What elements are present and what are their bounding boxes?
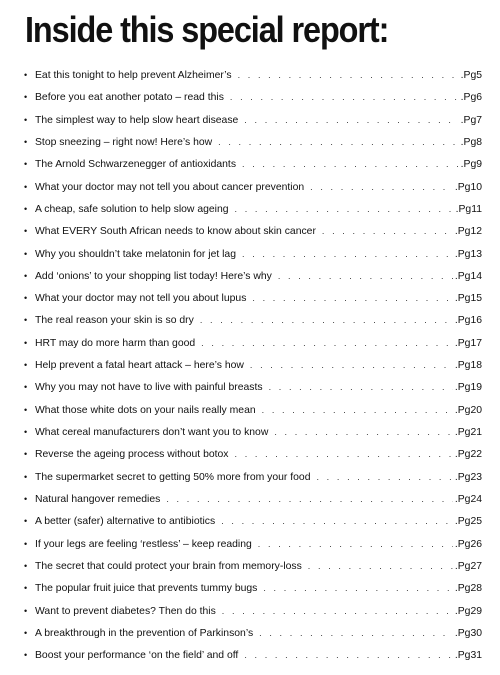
toc-item-title: What those white dots on your nails really mean (35, 404, 256, 416)
bullet-icon: • (24, 70, 28, 80)
toc-item (24, 86, 482, 108)
toc-item (24, 131, 482, 153)
dot-leader (230, 86, 459, 108)
toc-item-title: HRT may do more harm than good (35, 337, 196, 349)
toc-item-page-number: .Pg13 (454, 248, 482, 260)
toc-item-page-number: .Pg15 (454, 293, 482, 305)
toc-item-title: Boost your performance ‘on the field’ and off (35, 650, 239, 662)
toc-item (24, 510, 482, 532)
toc-item (24, 376, 482, 398)
toc-item-title: Before you eat another potato – read this (35, 92, 224, 104)
toc-item-page-number: .Pg5 (460, 70, 482, 81)
toc-item-title: The real reason your skin is so dry (35, 315, 194, 327)
toc-item-page-number: .Pg26 (454, 538, 482, 550)
bullet-icon: • (24, 404, 28, 415)
dot-leader (244, 109, 458, 131)
dot-leader (221, 510, 453, 532)
dot-leader (235, 443, 453, 465)
toc-item-title: If your legs are feeling ‘restless’ – keep reading (35, 538, 252, 550)
toc-item-page-number: .Pg23 (454, 471, 482, 483)
toc-item (24, 220, 482, 242)
bullet-icon: • (24, 427, 28, 437)
dot-leader (244, 644, 453, 666)
dot-leader (258, 533, 453, 555)
dot-leader (322, 220, 453, 242)
dot-leader (235, 198, 454, 220)
toc-item-page-number: .Pg9 (460, 159, 482, 171)
toc-item-title: What cereal manufacturers don’t want you to know (35, 427, 269, 438)
toc-item-title: A better (safer) alternative to antibiotics (35, 516, 216, 528)
toc-item-title: The Arnold Schwarzenegger of antioxidants (35, 159, 237, 171)
toc-item-title: Why you may not have to live with painful breasts (35, 382, 263, 394)
toc-item-title: A breakthrough in the prevention of Parkinson’s (35, 627, 254, 639)
toc-item (24, 421, 482, 443)
bullet-icon: • (24, 248, 28, 259)
bullet-icon: • (24, 315, 28, 326)
bullet-icon: • (24, 382, 28, 393)
toc-item (24, 622, 482, 644)
toc-item-title: Want to prevent diabetes? Then do this (35, 605, 216, 617)
toc-item-title: The supermarket secret to getting 50% more from your food (35, 471, 311, 483)
toc-item (24, 153, 482, 175)
toc-item-page-number: .Pg6 (460, 92, 482, 104)
bullet-icon: • (24, 605, 28, 616)
toc-item-title: Eat this tonight to help prevent Alzheimer’s (35, 70, 232, 81)
bullet-icon: • (24, 181, 28, 192)
toc-item-page-number: .Pg29 (454, 605, 482, 617)
toc-item-page-number: .Pg12 (454, 226, 482, 238)
dot-leader (166, 488, 453, 510)
toc-item-title: What your doctor may not tell you about cancer prevention (35, 181, 305, 193)
toc-item (24, 443, 482, 465)
bullet-icon: • (24, 449, 28, 460)
toc-item-title: What your doctor may not tell you about lupus (35, 293, 247, 305)
bullet-icon: • (24, 538, 28, 549)
toc-item (24, 243, 482, 265)
toc-item-title: A cheap, safe solution to help slow ageing (35, 203, 229, 215)
toc-item-title: Reverse the ageing process without botox (35, 449, 229, 461)
toc-item (24, 555, 482, 577)
toc-item (24, 577, 482, 599)
toc-item-title: The secret that could protect your brain from memory-loss (35, 560, 302, 572)
dot-leader (308, 555, 453, 577)
bullet-icon: • (24, 560, 28, 571)
toc-item-page-number: .Pg11 (455, 203, 482, 215)
bullet-icon: • (24, 293, 28, 304)
dot-leader (278, 265, 453, 287)
bullet-icon: • (24, 270, 28, 281)
toc-item (24, 466, 482, 488)
toc-item-page-number: .Pg10 (454, 181, 482, 193)
toc-item-page-number: .Pg22 (454, 449, 482, 461)
toc-item-title: Stop sneezing – right now! Here’s how (35, 136, 213, 148)
toc-item (24, 109, 482, 131)
bullet-icon: • (24, 627, 28, 638)
toc-item (24, 533, 482, 555)
toc-item-page-number: .Pg7 (460, 114, 482, 126)
dot-leader (222, 600, 453, 622)
toc-item (24, 265, 482, 287)
toc-item-page-number: .Pg8 (460, 136, 482, 148)
bullet-icon: • (24, 226, 28, 237)
bullet-icon: • (24, 650, 28, 661)
toc-item-page-number: .Pg14 (454, 270, 482, 282)
toc-item-page-number: .Pg30 (454, 627, 482, 639)
dot-leader (263, 577, 452, 599)
dot-leader (242, 243, 453, 265)
toc-item (24, 309, 482, 331)
dot-leader (274, 421, 453, 443)
bullet-icon: • (24, 493, 28, 504)
toc-item (24, 287, 482, 309)
toc-item-title: Help prevent a fatal heart attack – here’s how (35, 360, 244, 372)
bullet-icon: • (24, 136, 28, 147)
toc-item (24, 354, 482, 376)
toc-item-title: The popular fruit juice that prevents tummy bugs (35, 583, 258, 595)
toc-item-page-number: .Pg27 (454, 560, 482, 572)
toc-item-page-number: .Pg18 (454, 360, 482, 372)
dot-leader (252, 287, 452, 309)
dot-leader (259, 622, 453, 644)
bullet-icon: • (24, 583, 28, 594)
toc-item-page-number: .Pg16 (454, 315, 482, 327)
dot-leader (262, 399, 453, 421)
toc-item-page-number: .Pg17 (454, 337, 482, 349)
bullet-icon: • (24, 114, 28, 125)
dot-leader (201, 332, 453, 354)
toc-item (24, 176, 482, 198)
bullet-icon: • (24, 471, 28, 482)
bullet-icon: • (24, 203, 28, 214)
toc-item (24, 198, 482, 220)
dot-leader (218, 131, 458, 153)
dot-leader (200, 309, 453, 331)
toc-item-page-number: .Pg24 (454, 493, 482, 505)
report-title: Inside this special report: (25, 9, 389, 50)
toc-item-page-number: .Pg28 (454, 583, 482, 595)
toc-item-title: Natural hangover remedies (35, 493, 161, 505)
table-of-contents (24, 64, 482, 666)
toc-item (24, 600, 482, 622)
toc-item (24, 64, 482, 86)
dot-leader (250, 354, 453, 376)
toc-item-page-number: .Pg21 (454, 427, 482, 438)
toc-item-title: Add ‘onions’ to your shopping list today! Here’s why (35, 270, 272, 282)
dot-leader (310, 176, 453, 198)
bullet-icon: • (24, 159, 28, 170)
dot-leader (238, 64, 459, 86)
bullet-icon: • (24, 337, 28, 348)
toc-item-title: Why you shouldn’t take melatonin for jet lag (35, 248, 236, 260)
toc-item-title: The simplest way to help slow heart disease (35, 114, 239, 126)
toc-item (24, 399, 482, 421)
toc-item-page-number: .Pg31 (454, 650, 482, 662)
toc-item-page-number: .Pg25 (454, 516, 482, 528)
bullet-icon: • (24, 360, 28, 371)
dot-leader (316, 466, 452, 488)
toc-item (24, 332, 482, 354)
bullet-icon: • (24, 92, 28, 103)
toc-item-page-number: .Pg19 (454, 382, 482, 394)
toc-item-title: What EVERY South African needs to know about skin cancer (35, 226, 316, 238)
toc-item (24, 644, 482, 666)
bullet-icon: • (24, 516, 28, 527)
toc-item-page-number: .Pg20 (454, 404, 482, 416)
dot-leader (269, 376, 453, 398)
dot-leader (242, 153, 459, 175)
toc-item (24, 488, 482, 510)
